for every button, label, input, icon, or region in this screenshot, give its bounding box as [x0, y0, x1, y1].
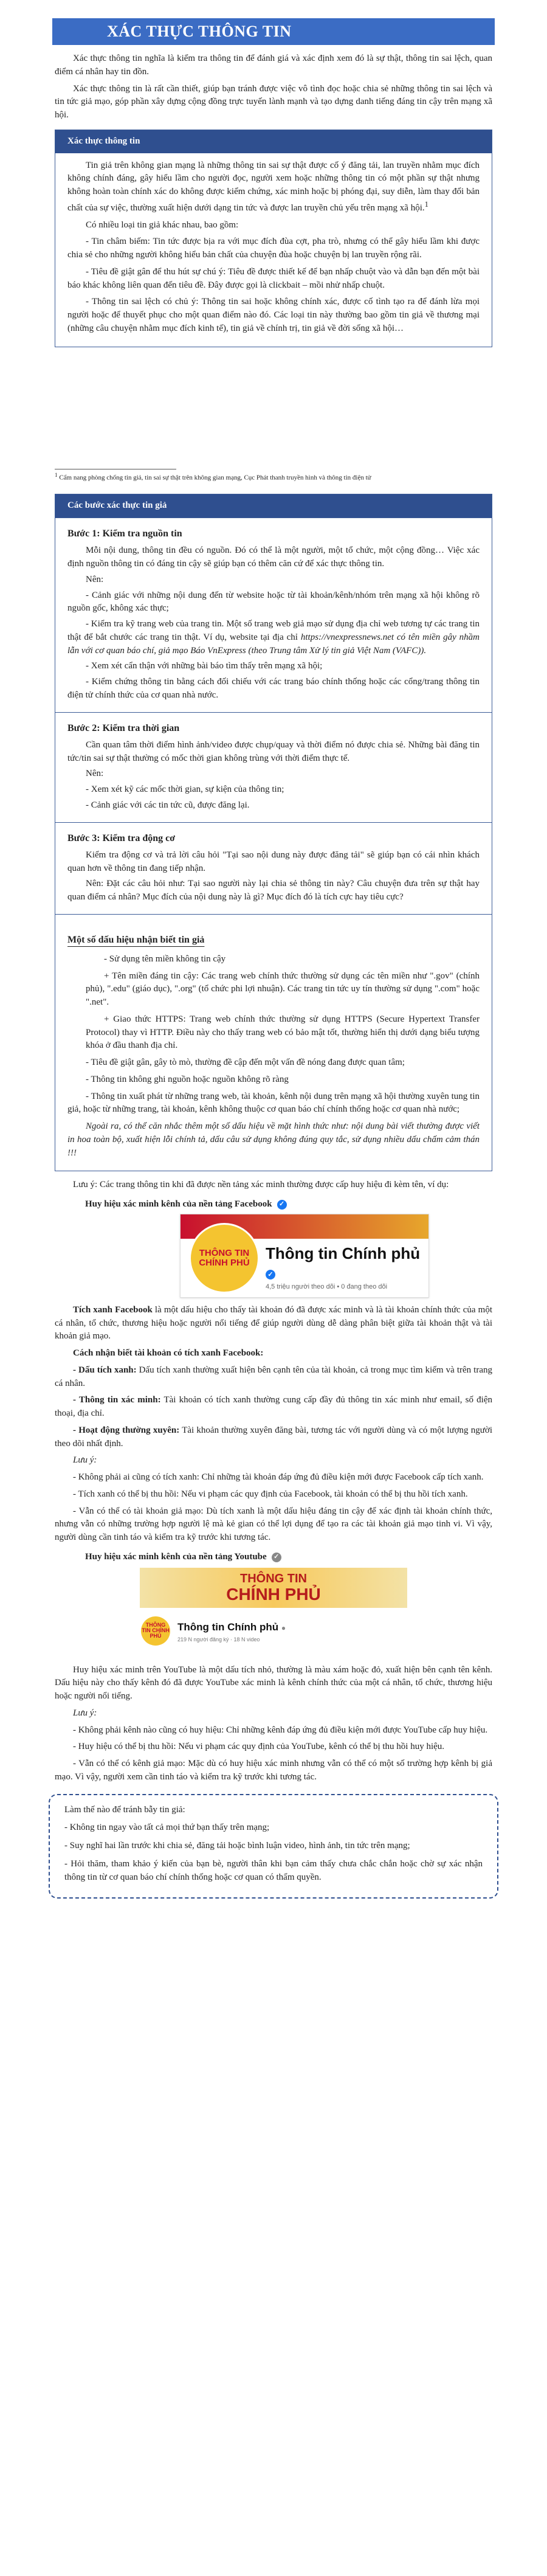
paragraph: - Vẫn có thể có kênh giả mạo: Mặc dù có huy hiệu xác minh nhưng vẫn có thể có một số trường hợp kênh bị giả mạo. Vì vậy, người xem cần tinh táo và kiểm tra kỹ trước khi tương tác. [55, 1759, 492, 1782]
page-title: XÁC THỰC THÔNG TIN [52, 18, 495, 45]
paragraph: + Giao thức HTTPS: Trang web chính thức thường sử dụng HTTPS (Secure Hypertext Transfer Protocol) thay vì HTTP. Điều này cho thấy trang web có bảo mật tốt, thường hiển thị dưới dạng biểu tượng khóa ở đầu thanh địa chỉ. [86, 1014, 480, 1051]
note-label: Lưu ý: [73, 1455, 97, 1466]
step-title: Bước 3: Kiểm tra động cơ [67, 833, 176, 843]
paragraph: Kiểm tra động cơ và trả lời câu hỏi "Tại sao nội dung này được đăng tải" sẽ giúp bạn có cái nhìn khách quan hơn về thông tin đang tiếp nhận. [67, 850, 480, 873]
paragraph-text: Tài khoản có tích xanh thường cung cấp đầy đủ thông tin xác minh như email, số điện thoại, địa chỉ. [55, 1395, 492, 1419]
tip-item: - Suy nghĩ hai lần trước khi chia sẻ, đăng tải hoặc bình luận video, hình ảnh, tin tức trên mạng; [64, 1841, 410, 1851]
tip-item: - Không tin ngay vào tất cả mọi thứ bạn thấy trên mạng; [64, 1823, 270, 1833]
paragraph: - Cảnh giác với các tin tức cũ, được đăng lại. [86, 800, 250, 810]
verified-check-icon: ● [281, 1623, 286, 1632]
paragraph [67, 618, 480, 657]
subheading [55, 1347, 492, 1360]
paragraph: Nên: [86, 574, 104, 584]
paragraph: - Xem xét cẩn thận với những bài báo tìm thấy trên mạng xã hội; [86, 661, 323, 671]
step-2 [55, 712, 492, 822]
paragraph: - Cảnh giác với những nội dung đến từ website hoặc từ tài khoản/kênh/nhóm trên mạng xã hội không rõ nguồn gốc, không xác thực; [67, 590, 480, 614]
banner-line: CHÍNH PHỦ [226, 1584, 321, 1604]
note-section [55, 1179, 492, 1192]
bold-term: - Hoạt động thường xuyên: [73, 1425, 180, 1435]
paragraph: Ngoài ra, có thể căn nhắc thêm một số dấu hiệu về mặt hình thức như: nội dung bài viết thường được viết in hoa toàn bộ, xuất hiện lỗi chính tả, dấu câu sử dụng không đúng quy tắc, sử dụng nhiều dấu chấm cảm thán !!! [67, 1121, 480, 1158]
paragraph: - Tích xanh có thể bị thu hồi: Nếu vi phạm các quy định của Facebook, tài khoản có thể bị thu hồi tích xanh. [73, 1489, 468, 1499]
paragraph: - Không phải kênh nào cũng có huy hiệu: Chỉ những kênh đáp ứng đủ điều kiện mới được YouTube cấp huy hiệu. [73, 1725, 488, 1735]
paragraph: - Tiêu đề giật gân để thu hút sự chú ý: Tiêu đề được thiết kế để bạn nhấp chuột vào và dẫn bạn đến một bài báo khác không liên quan đến tiêu đề. Đây được gọi là clickbait – mồi nhử nhấp chuột. [67, 266, 480, 290]
paragraph: - Tin châm biếm: Tin tức được bịa ra với mục đích đùa cợt, pha trò, nhưng có thể gây hiểu lầm khi được chia sẻ cho những người không hiểu bản chất của chuyện đùa hoặc chuyện bị lan truyền rộng rãi. [67, 237, 480, 260]
verified-check-icon: ✓ [266, 1270, 275, 1279]
youtube-section [55, 1664, 492, 1784]
signs-title: Một số dấu hiệu nhận biết tin giả [67, 934, 205, 945]
paragraph: - Không phải ai cũng có tích xanh: Chỉ những tài khoản đáp ứng đủ điều kiện mới được Facebook cấp tích xanh. [73, 1472, 484, 1483]
footnote-number: 1 [55, 471, 58, 478]
step-title: Bước 2: Kiểm tra thời gian [67, 722, 180, 733]
paragraph-text: là một dấu hiệu cho thấy tài khoản đó đã được xác minh và là tài khoản chính thức của một cá nhân, tổ chức, thương hiệu hoặc người nổi tiếng để giúp người dùng dễ dàng phân biệt giữa tài khoản thật và tài khoản giả mạo. [55, 1304, 492, 1342]
verify-info-box [55, 130, 492, 347]
facebook-profile-card [180, 1214, 429, 1298]
facebook-section [55, 1304, 492, 1545]
step-3 [55, 822, 492, 914]
channel-name [177, 1620, 286, 1635]
banner-line: THÔNG TIN [240, 1571, 307, 1585]
paragraph [55, 1364, 492, 1391]
steps-box [55, 494, 492, 1171]
channel-banner [140, 1568, 407, 1608]
step-1 [55, 518, 492, 712]
channel-meta: 219 N người đăng ký · 18 N video [177, 1636, 260, 1643]
verified-check-icon: ✓ [272, 1553, 281, 1562]
footnote-text: Cẩm nang phòng chống tin giả, tin sai sự thật trên không gian mạng, Cục Phát thanh truyền hình và thông tin điện tử [59, 474, 371, 482]
paragraph-text: Dấu tích xanh thường xuất hiện bên cạnh tên của tài khoản, cả trong mục tìm kiếm và trên trang cá nhân. [55, 1365, 492, 1388]
paragraph: - Thông tin xuất phát từ những trang web, tài khoản, kênh nội dung trên mạng xã hội thường xuyên tung tin giả, hoặc từ những trang, tài khoản, kênh không thuộc cơ quan báo chí chính thống hoặc cơ quan nhà nước; [67, 1091, 480, 1115]
paragraph-text: Tài khoản thường xuyên đăng bài, tương tác với người dùng và có một lượng người theo dõi nhất định. [55, 1425, 492, 1449]
box-body [55, 153, 492, 347]
paragraph: Nên: [86, 769, 104, 779]
follower-count: 4,5 triệu người theo dõi • 0 đang theo dõi [266, 1283, 388, 1290]
paragraph [55, 1304, 492, 1343]
channel-avatar: THÔNG TIN CHÍNH PHỦ [141, 1616, 170, 1646]
channel-name-text: Thông tin Chính phủ [177, 1621, 279, 1633]
paragraph: - Xem xét kỹ các mốc thời gian, sự kiện của thông tin; [86, 784, 284, 795]
bold-term: - Dấu tích xanh: [73, 1365, 137, 1375]
bold-term: Tích xanh Facebook [73, 1304, 153, 1315]
paragraph: - Thông tin sai lệch có chủ ý: Thông tin sai hoặc không chính xác, được cố tình tạo ra để đánh lừa mọi người hoặc để thuyết phục cho một quan điểm nào đó. Các loại tin này thường bao gồm tin giả về thương mại (những câu chuyện nhằm mục đích kinh tế), tin giả về chính trị, tin giả về đời sống xã hội… [67, 297, 480, 333]
caption-text: Huy hiệu xác minh kênh của nền tảng Youtube [85, 1551, 267, 1562]
paragraph [67, 159, 480, 215]
paragraph [55, 1424, 492, 1451]
paragraph: Cần quan tâm thời điểm hình ảnh/video được chụp/quay và thời điểm nó được chia sẻ. Những bài đăng tin tức/tin sai sự thật thường có mốc thời gian không trùng với thời điểm thực tế. [67, 739, 480, 763]
caption-text: Huy hiệu xác minh kênh của nền tảng Facebook [85, 1199, 272, 1210]
logo-line: CHÍNH PHỦ [199, 1257, 250, 1268]
footnote [55, 472, 492, 482]
paragraph: - Kiểm chứng thông tin bằng cách đối chiếu với các trang báo chính thống hoặc các cổng/trang thông tin điện tử chính thức của cơ quan nhà nước. [67, 677, 480, 700]
logo-line: THÔNG TIN [199, 1248, 250, 1259]
paragraph-text: Tin giả trên không gian mạng là những thông tin sai sự thật được cố ý đăng tải, lan truyền nhằm mục đích không chính đáng, gây hiểu lầm cho người đọc, người xem hoặc những thông tin có một phần sự thật nhưng không hoàn toàn chính xác do không được kiểm chứng, xác minh hoặc bị phóng đại, suy diễn, làm thay đổi bản chất của sự việc, thường xuất hiện dưới dạng tin tức và được lan truyền chủ yếu trên mạng xã hội. [67, 160, 480, 213]
paragraph: - Tiêu đề giật gân, gây tò mò, thường đề cập đến một vấn đề nóng đang được quan tâm; [86, 1058, 405, 1068]
paragraph: + Tên miền đáng tin cậy: Các trang web chính thức thường sử dụng các tên miền như ".gov" (chính phủ), ".edu" (giáo dục), ".org" (tổ chức phi lợi nhuận). Các trang tin tức uy tín thường sử dụng ".com" hoặc ".net". [86, 971, 480, 1008]
youtube-channel-card [134, 1568, 413, 1658]
paragraph: Có nhiều loại tin giả khác nhau, bao gồm: [86, 220, 239, 230]
paragraph-text: - Kiểm tra kỹ trang web của trang tin. Một số trang web giả mạo sử dụng địa chỉ web tương tự các trang tin thật để bắt chước các trang tin thật. Ví dụ, website tại địa chỉ [67, 619, 480, 642]
note-paragraph: Lưu ý: Các trang thông tin khi đã được nền tảng xác minh thường được cấp huy hiệu đi kèm tên, ví dụ: [73, 1180, 449, 1190]
box-heading: Xác thực thông tin [55, 130, 492, 153]
step-title: Bước 1: Kiểm tra nguồn tin [67, 528, 182, 539]
page-name [266, 1245, 424, 1279]
footnote-mark: 1 [424, 199, 428, 209]
paragraph: Nên: Đặt các câu hỏi như: Tại sao người này lại chia sẻ thông tin này? Câu chuyện đưa trên sự thật hay quan điểm cá nhân? Mục đích của nội dung này là gì? Mục đích đó là tích cực hay tiêu cực? [67, 879, 480, 902]
paragraph: Mỗi nội dung, thông tin đều có nguồn. Đó có thể là một người, một tổ chức, một cộng đồng… Việc xác định nguồn thông tin có đáng tin cậy sẽ giúp bạn có thêm căn cứ để xác thực thông tin. [67, 545, 480, 569]
fake-news-signs [55, 914, 492, 1171]
example-url: https://vnexpressnews.net có tên miền gây nhầm lẫn với cơ quan báo chí, giả mạo Báo VnExpress (theo Trung tâm Xử lý tin giả Việt Nam (VAFC)). [67, 632, 480, 656]
paragraph: - Vẫn có thể có tài khoản giả mạo: Dù tích xanh là một dấu hiệu đáng tin cậy để xác định tài khoản chính thức, nhưng vẫn có những trường hợp người lệ mà kẻ gian có thể lợi dụng để tạo ra các tài khoản giả mạo tinh vi. Vì vậy, người dùng cần tinh táo và kiểm tra kỹ trước khi tương tác. [55, 1506, 492, 1543]
paragraph: - Huy hiệu có thể bị thu hồi: Nếu vi phạm các quy định của YouTube, kênh có thể bị thu hồi huy hiệu. [73, 1742, 445, 1752]
subheading-text: Cách nhận biết tài khoản có tích xanh Facebook: [73, 1348, 264, 1359]
government-logo [189, 1223, 260, 1293]
intro-paragraph: Xác thực thông tin nghĩa là kiểm tra thông tin để đánh giá và xác định xem đó là sự thật, thông tin sai lệch, quan điểm cá nhân hay tin đồn. [55, 54, 492, 77]
paragraph [55, 1394, 492, 1421]
paragraph: - Thông tin không ghi nguồn hoặc nguồn không rõ ràng [86, 1074, 289, 1084]
bold-term: - Thông tin xác minh: [73, 1395, 161, 1405]
youtube-caption [85, 1551, 492, 1564]
intro-section [55, 52, 492, 122]
tip-item: - Hỏi thăm, tham khảo ý kiến của bạn bè, người thân khi bạn cảm thấy chưa chắc chắn hoặc chờ sự xác nhận thông tin từ cơ quan báo chí chính thống hoặc cơ quan có thẩm quyền. [64, 1858, 483, 1882]
facebook-caption [85, 1198, 492, 1211]
intro-paragraph: Xác thực thông tin là rất cần thiết, giúp bạn tránh được việc vô tình đọc hoặc chia sẻ những thông tin sai lệch và tin tức giả mạo, góp phần xây dựng cộng đồng trực tuyến lành mạnh và tạo dựng danh tiếng đáng tin cậy trên mạng xã hội. [55, 83, 492, 120]
tips-title: Làm thế nào để tránh bẫy tin giả: [64, 1804, 185, 1815]
tips-box [49, 1794, 498, 1899]
page-name-text: Thông tin Chính phủ [266, 1244, 421, 1262]
verified-check-icon: ✓ [277, 1200, 287, 1210]
paragraph: Huy hiệu xác minh trên YouTube là một dấu tích nhỏ, thường là màu xám hoặc đỏ, xuất hiện bên cạnh tên kênh. Dấu hiệu này cho thấy kênh đó đã được YouTube xác minh là kênh chính thức của một cá nhân, tổ chức, thương hiệu hoặc người nổi tiếng. [55, 1664, 492, 1702]
paragraph: - Sử dụng tên miền không tin cậy [104, 954, 226, 964]
note-label: Lưu ý: [73, 1708, 97, 1718]
box-heading: Các bước xác thực tin giả [55, 494, 492, 518]
